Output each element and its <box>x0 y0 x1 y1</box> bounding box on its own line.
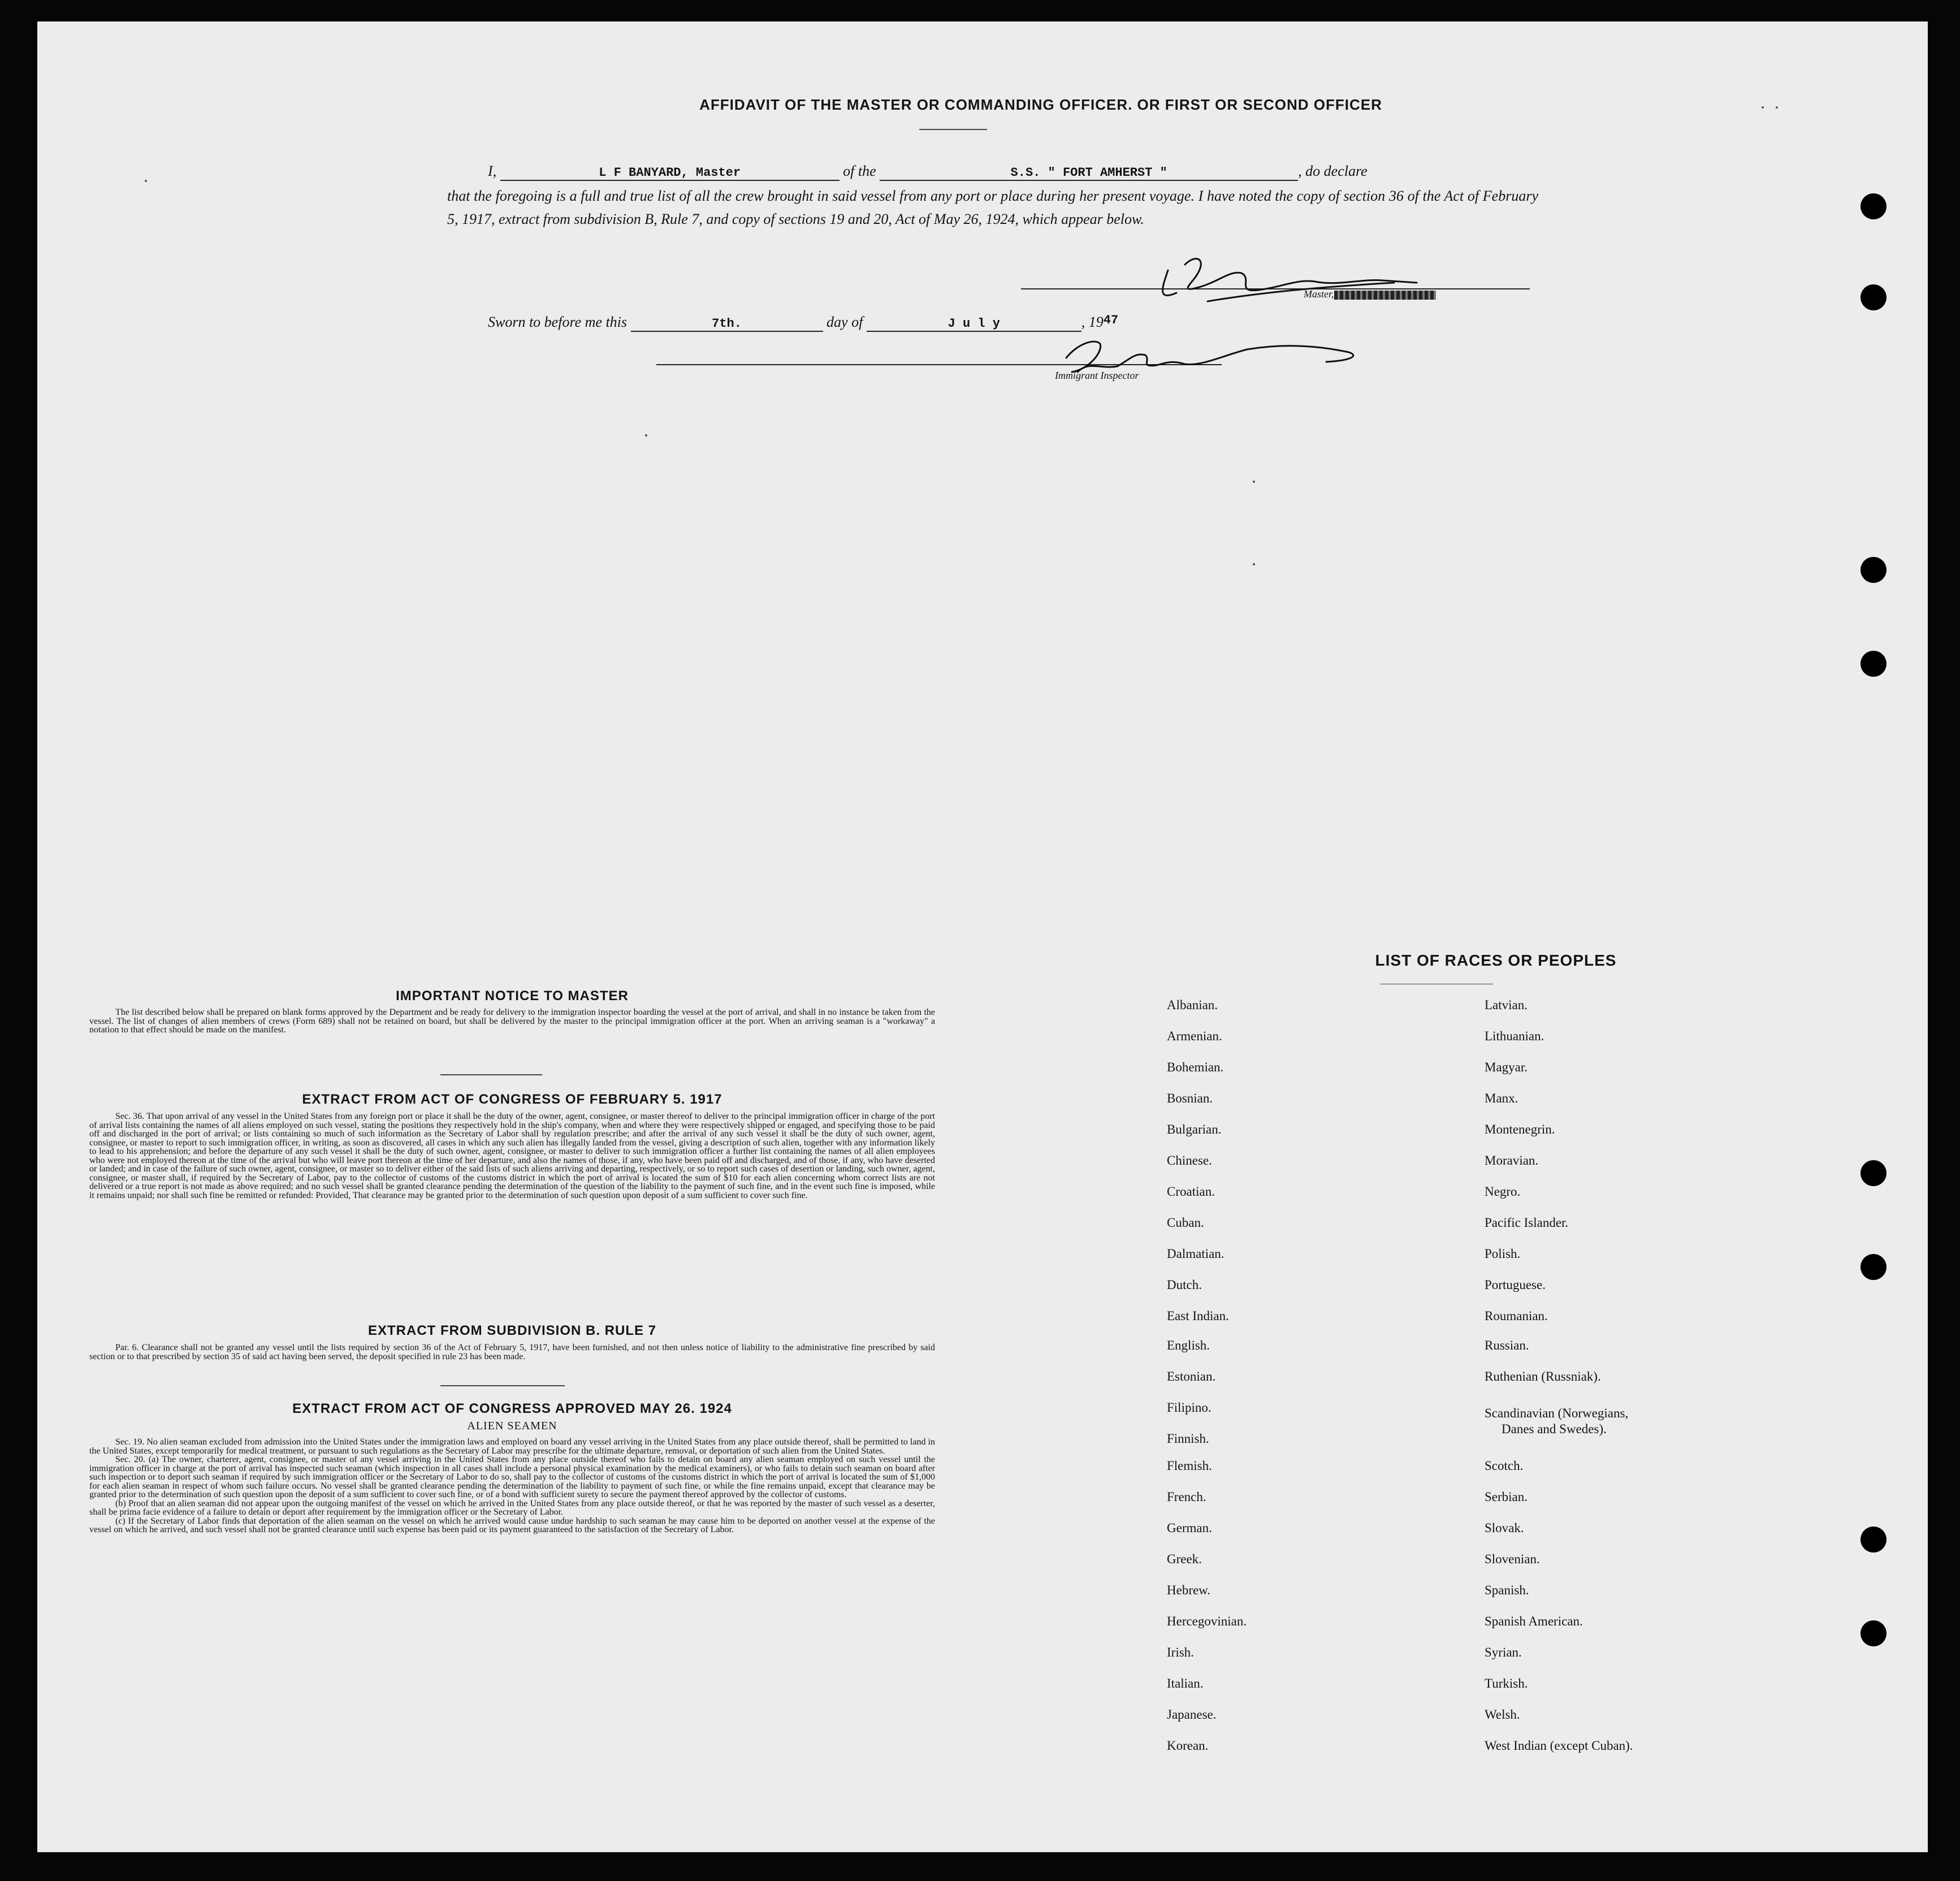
race-item: Syrian. <box>1485 1645 1522 1659</box>
race-item: Polish. <box>1485 1247 1521 1261</box>
extract-1924-text <box>89 1438 935 1534</box>
sworn-day-field: 7th. <box>631 317 823 332</box>
race-item: Greek. <box>1167 1552 1202 1566</box>
race-item: Finnish. <box>1167 1432 1209 1446</box>
extract-rule7-text <box>89 1343 935 1361</box>
race-item: Welsh. <box>1485 1707 1520 1722</box>
extract-1917-text <box>89 1112 935 1200</box>
race-item: Albanian. <box>1167 998 1218 1012</box>
print-mark <box>1762 106 1764 109</box>
race-item: German. <box>1167 1521 1212 1535</box>
race-item: Turkish. <box>1485 1676 1528 1690</box>
sworn-label: Sworn to before me this <box>488 314 628 330</box>
par-6-paragraph: Par. 6. Clearance shall not be granted any vessel until the lists required by section 36 of the Act of February 5, 1917, have been furnished, and not then unless notice of liability to the administrative fine prescribed by said section or to that prescribed by section 35 of said act having been served, the deposit specified in rule 23 has been made. <box>89 1343 935 1361</box>
alien-seamen-subtitle: ALIEN SEAMEN <box>467 1420 557 1432</box>
vessel-name-field: S.S. " FORT AMHERST " <box>880 166 1298 181</box>
race-item: Korean. <box>1167 1739 1209 1753</box>
race-item: Serbian. <box>1485 1490 1528 1504</box>
race-item: Bulgarian. <box>1167 1122 1222 1136</box>
punch-hole <box>1861 284 1887 310</box>
race-item: Japanese. <box>1167 1707 1217 1722</box>
race-item: Portuguese. <box>1485 1278 1546 1292</box>
race-item: Bosnian. <box>1167 1091 1213 1105</box>
race-item: Montenegrin. <box>1485 1122 1555 1136</box>
section-divider <box>440 1385 565 1386</box>
race-item: Croatian. <box>1167 1184 1215 1199</box>
notice-title: IMPORTANT NOTICE TO MASTER <box>396 988 629 1004</box>
race-item: Roumanian. <box>1485 1309 1548 1323</box>
affidavit-title: AFFIDAVIT OF THE MASTER OR COMMANDING OFFICER. OR FIRST OR SECOND OFFICER <box>699 96 1382 113</box>
race-item: West Indian (except Cuban). <box>1485 1739 1633 1753</box>
master-caption-text: Master, <box>1304 288 1334 300</box>
race-item: Cuban. <box>1167 1216 1204 1230</box>
race-item: English. <box>1167 1338 1210 1352</box>
race-item: Irish. <box>1167 1645 1194 1659</box>
race-item: Chinese. <box>1167 1153 1212 1167</box>
punch-hole <box>1861 193 1887 219</box>
i-label: I, <box>488 163 497 179</box>
race-item: Moravian. <box>1485 1153 1539 1167</box>
race-item: Manx. <box>1485 1091 1518 1105</box>
race-item: Slovak. <box>1485 1521 1524 1535</box>
race-item: Hercegovinian. <box>1167 1614 1247 1628</box>
notice-paragraph: The list described below shall be prepared on blank forms approved by the Department and be ready for delivery to the immigration inspector boarding the vessel at the port of arrival, and shall in no instance be taken from the vessel. The list of changes of alien members of crews (Form 689) shall not be retained on board, but shall be delivered by the master to the principal immigration officer at the port. When an arriving seaman is a "workaway" a notation to that effect should be made on the manifest. <box>89 1007 935 1035</box>
section-divider <box>440 1074 542 1075</box>
punch-hole <box>1861 1160 1887 1186</box>
print-mark <box>145 180 147 182</box>
race-item: Lithuanian. <box>1485 1029 1544 1043</box>
race-item: Scandinavian (Norwegians, <box>1485 1406 1629 1420</box>
race-item: Hebrew. <box>1167 1583 1211 1597</box>
race-item: Armenian. <box>1167 1029 1222 1043</box>
extract-rule7-title: EXTRACT FROM SUBDIVISION B. RULE 7 <box>367 1323 657 1338</box>
punch-hole <box>1861 651 1887 677</box>
punch-hole <box>1861 1527 1887 1553</box>
print-mark <box>1253 563 1255 565</box>
sec-36-paragraph: Sec. 36. That upon arrival of any vessel in the United States from any foreign port or place it shall be the duty of the owner, agent, consignee, or master thereof to deliver to the principal immigration officer in charge of the port of arrival lists containing the names of all aliens employed on such vessel, stating the positions they respectively hold in the ship's company, when and where they were respectively shipped or engaged, and specifying those to be paid off and discharged in the port of arrival; or lists containing so much of such information as the Secretary of Labor shall by regulation prescribe; and after the arrival of any such vessel it shall be the duty of such owner, agent, consignee, or master to report to such immigration officer, in writing, as soon as discovered, all cases in which any such alien has illegally landed from the vessel, giving a description of such alien, together with any information likely to lead to his apprehension; and before the departure of any such vessel it shall be the duty of such owner, agent, consignee, or master to deliver to such immigration officer a further list containing the names of all alien employees who were not employed thereon at the time of the arrival but who will leave port thereon at the time of her departure, and also the names of those, if any, who have been paid off and discharged, and of those, if any, who have deserted or landed; and in case of the failure of such owner, agent, consignee, or master so to deliver either of the said lists of such aliens arriving and departing, respectively, or so to report such cases of desertion or landing, such owner, agent, consignee, or master shall, if required by the Secretary of Labor, pay to the collector of customs of the customs district in which the port of arrival is located the sum of $10 for each alien concerning whom correct lists are not delivered or a true report is not made as above required; and no such vessel shall be granted clearance pending the determination of the question of the liability to the payment of such fine, and in the event such fine is imposed, while it remains unpaid; nor shall such fine be remitted or refunded: Provided, That clearance may be granted prior to the determination of such question upon deposit of a sum sufficient to cover such fine. <box>89 1112 935 1200</box>
day-of-label: day of <box>827 314 863 330</box>
document-page <box>37 21 1928 1852</box>
sec-20c-paragraph: (c) If the Secretary of Labor finds that deportation of the alien seaman on the vessel on which he arrived would cause undue hardship to such seaman he may cause him to be deported on another vessel at the expense of the vessel on which he arrived, and such vessel shall not be granted clearance until such expense has been paid or its payment guaranteed to the satisfaction of the Secretary of Labor. <box>89 1516 935 1534</box>
race-item: Dalmatian. <box>1167 1247 1225 1261</box>
extract-1924-title: EXTRACT FROM ACT OF CONGRESS APPROVED MAY 26. 1924 <box>292 1401 732 1416</box>
race-item: Scotch. <box>1485 1459 1524 1473</box>
race-item: Russian. <box>1485 1338 1529 1352</box>
race-item: East Indian. <box>1167 1309 1229 1323</box>
race-item: Filipino. <box>1167 1400 1212 1415</box>
declaration-line <box>488 163 1368 181</box>
master-caption <box>1304 288 1436 300</box>
race-item: Magyar. <box>1485 1060 1528 1074</box>
race-item: Dutch. <box>1167 1278 1202 1292</box>
race-item: French. <box>1167 1490 1206 1504</box>
declaration-body: that the foregoing is a full and true list of all the crew brought in said vessel from any port or place during her present voyage. I have noted the copy of section 36 of the Act of February 5, 1917, extract from subdivision B, Rule 7, and copy of sections 19 and 20, Act of May 26, 1924, which appear below. <box>447 188 1538 227</box>
punch-hole <box>1861 557 1887 583</box>
extract-1917-title: EXTRACT FROM ACT OF CONGRESS OF FEBRUARY 5. 1917 <box>302 1092 722 1107</box>
race-item: Ruthenian (Russniak). <box>1485 1369 1601 1383</box>
race-item: Latvian. <box>1485 998 1528 1012</box>
sworn-line <box>488 313 1118 332</box>
sec-19-paragraph: Sec. 19. No alien seaman excluded from admission into the United States under the immigration laws and employed on board any vessel arriving in the United States from any place outside thereof, shall be permitted to land in the United States, except temporarily for medical treatment, or pursuant to such regulations as the Secretary of Labor may prescribe for the ultimate departure, removal, or deportation of such alien from the United States. <box>89 1437 935 1456</box>
year-prefix: , 19 <box>1081 314 1104 330</box>
print-mark <box>1253 481 1255 483</box>
inspector-caption: Immigrant Inspector <box>1055 370 1139 381</box>
punch-hole <box>1861 1620 1887 1646</box>
title-divider <box>919 129 987 130</box>
race-item: Bohemian. <box>1167 1060 1224 1074</box>
of-the-label: of the <box>843 163 876 179</box>
race-item: Negro. <box>1485 1184 1521 1199</box>
race-item: Danes and Swedes). <box>1502 1422 1607 1436</box>
race-item: Flemish. <box>1167 1459 1212 1473</box>
sec-20a-paragraph: Sec. 20. (a) The owner, charterer, agent, consignee, or master of any vessel arriving in the United States from any place outside thereof who fails to detain on board any alien seaman employed on such vessel until the immigration officer in charge at the port of arrival has inspected such seaman (which inspection in all cases shall include a personal physical examination by the medical examiners), or who fails to detain such seaman on board after such inspection or to deport such seaman if required by such immigration officer or the Secretary of Labor to do so, shall pay to the collector of customs of the customs district in which the port of arrival is located the sum of $1,000 for each alien seaman in respect of whom such failure occurs. No vessel shall be granted clearance pending the determination of the liability to payment of such fine, or while the fine remains unpaid, except that clearance may be granted prior to the determination of such question upon the deposit of a sum sufficient to cover such fine, or of a bond with sufficient surety to secure the payment thereof approved by the collector of customs. <box>89 1455 935 1499</box>
punch-hole <box>1861 1254 1887 1280</box>
master-name-field: L F BANYARD, Master <box>500 166 840 181</box>
year-suffix: 47 <box>1103 313 1119 327</box>
sec-20b-paragraph: (b) Proof that an alien seaman did not appear upon the outgoing manifest of the vessel on which he arrived in the United States from any place outside thereof, or that he was reported by the master of such vessel as a deserter, shall be prima facie evidence of a failure to detain or deport after requirement by the immigration officer or the Secretary of Labor. <box>89 1498 935 1517</box>
print-mark <box>1776 106 1778 109</box>
notice-text <box>89 1008 935 1035</box>
race-item: Pacific Islander. <box>1485 1216 1569 1230</box>
race-item: Spanish American. <box>1485 1614 1583 1628</box>
struck-out-titles <box>1334 291 1436 300</box>
race-item: Slovenian. <box>1485 1552 1540 1566</box>
sworn-month-field: J u l y <box>867 317 1081 332</box>
race-item: Spanish. <box>1485 1583 1529 1597</box>
print-mark <box>645 434 647 436</box>
race-item: Italian. <box>1167 1676 1204 1690</box>
do-declare-label: , do declare <box>1298 163 1368 179</box>
races-title: LIST OF RACES OR PEOPLES <box>1375 952 1617 969</box>
master-signature <box>1145 248 1439 315</box>
race-item: Estonian. <box>1167 1369 1216 1383</box>
